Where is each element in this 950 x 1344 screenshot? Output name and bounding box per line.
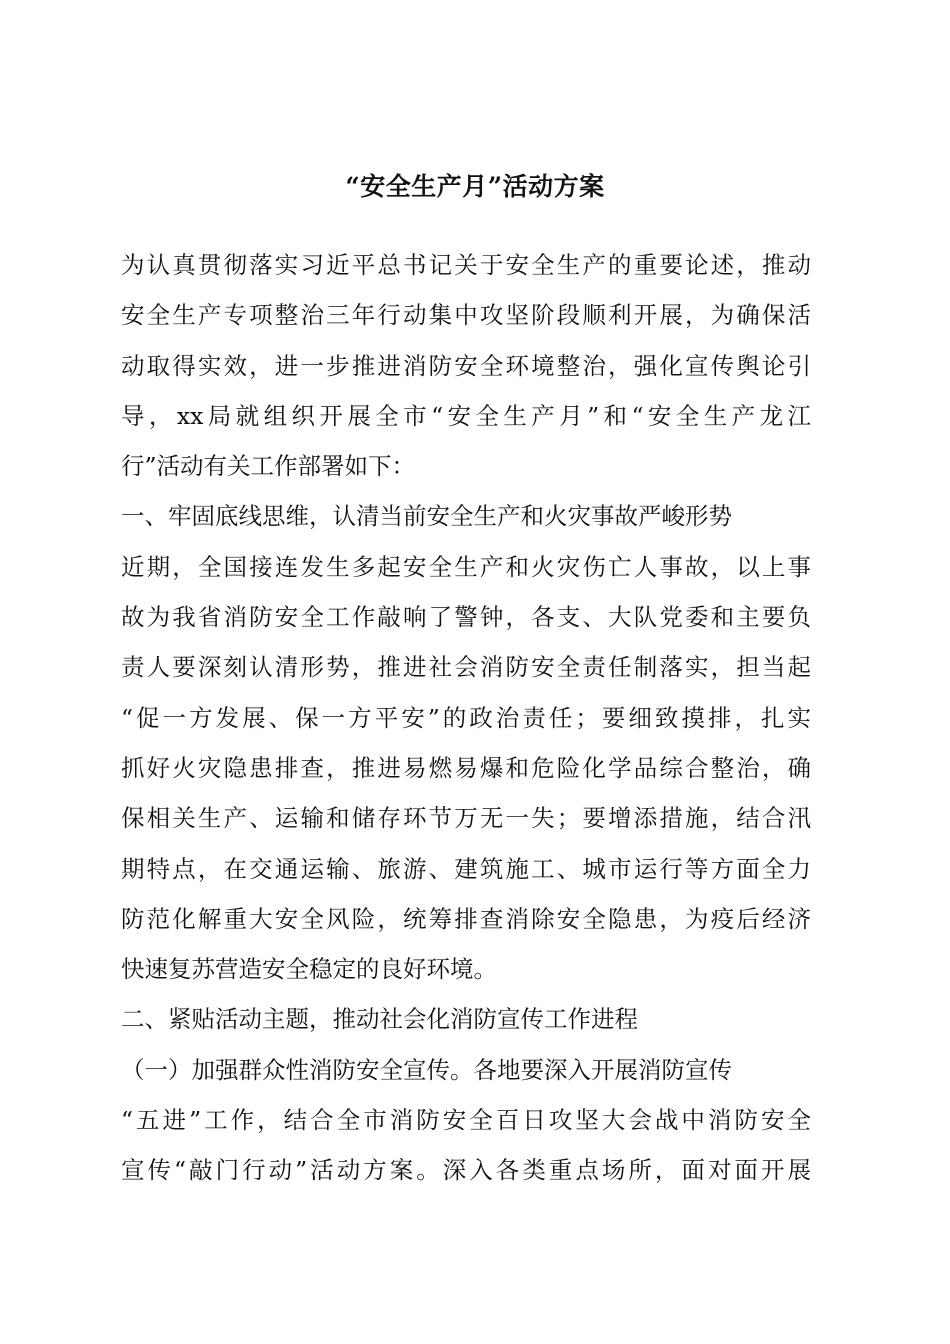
- text-line: 宣传“敲门行动”活动方案。深入各类重点场所，面对面开展: [121, 1156, 811, 1185]
- document-title: “安全生产月”活动方案: [345, 172, 605, 201]
- section-heading-1: 一、牢固底线思维，认清当前安全生产和火灾事故严峻形势: [121, 502, 732, 531]
- text-line: 快速复苏营造安全稳定的良好环境。: [121, 955, 497, 984]
- text-line: 抓好火灾隐患排查，推进易燃易爆和危险化学品综合整治，确: [121, 753, 811, 782]
- text-line: 保相关生产、运输和储存环节万无一失；要增添措施，结合汛: [121, 804, 811, 833]
- text-line: 为认真贯彻落实习近平总书记关于安全生产的重要论述，推动: [121, 251, 811, 279]
- text-line: 安全生产专项整治三年行动集中攻坚阶段顺利开展，为确保活: [121, 301, 811, 330]
- text-line: 行”活动有关工作部署如下：: [121, 452, 416, 481]
- subsection-heading-1: （一）加强群众性消防安全宣传。各地要深入开展消防宣传: [121, 1055, 732, 1084]
- text-line: 导，xx局就组织开展全市“安全生产月”和“安全生产龙江: [121, 401, 811, 430]
- text-line: 动取得实效，进一步推进消防安全环境整治，强化宣传舆论引: [121, 351, 811, 380]
- text-line: 责人要深刻认清形势，推进社会消防安全责任制落实，担当起: [121, 653, 811, 682]
- section-heading-2: 二、紧贴活动主题，推动社会化消防宣传工作进程: [121, 1005, 638, 1034]
- document-body: [121, 240, 811, 1196]
- text-line: 故为我省消防安全工作敲响了警钟，各支、大队党委和主要负: [121, 603, 811, 632]
- text-line: 防范化解重大安全风险，统筹排查消除安全隐患，为疫后经济: [121, 904, 811, 933]
- text-line: 期特点，在交通运输、旅游、建筑施工、城市运行等方面全力: [121, 854, 811, 883]
- text-line: “五进”工作，结合全市消防安全百日攻坚大会战中消防安全: [121, 1106, 811, 1135]
- text-line: “促一方发展、保一方平安”的政治责任；要细致摸排，扎实: [121, 703, 811, 732]
- text-line: 近期，全国接连发生多起安全生产和火灾伤亡人事故，以上事: [121, 552, 811, 581]
